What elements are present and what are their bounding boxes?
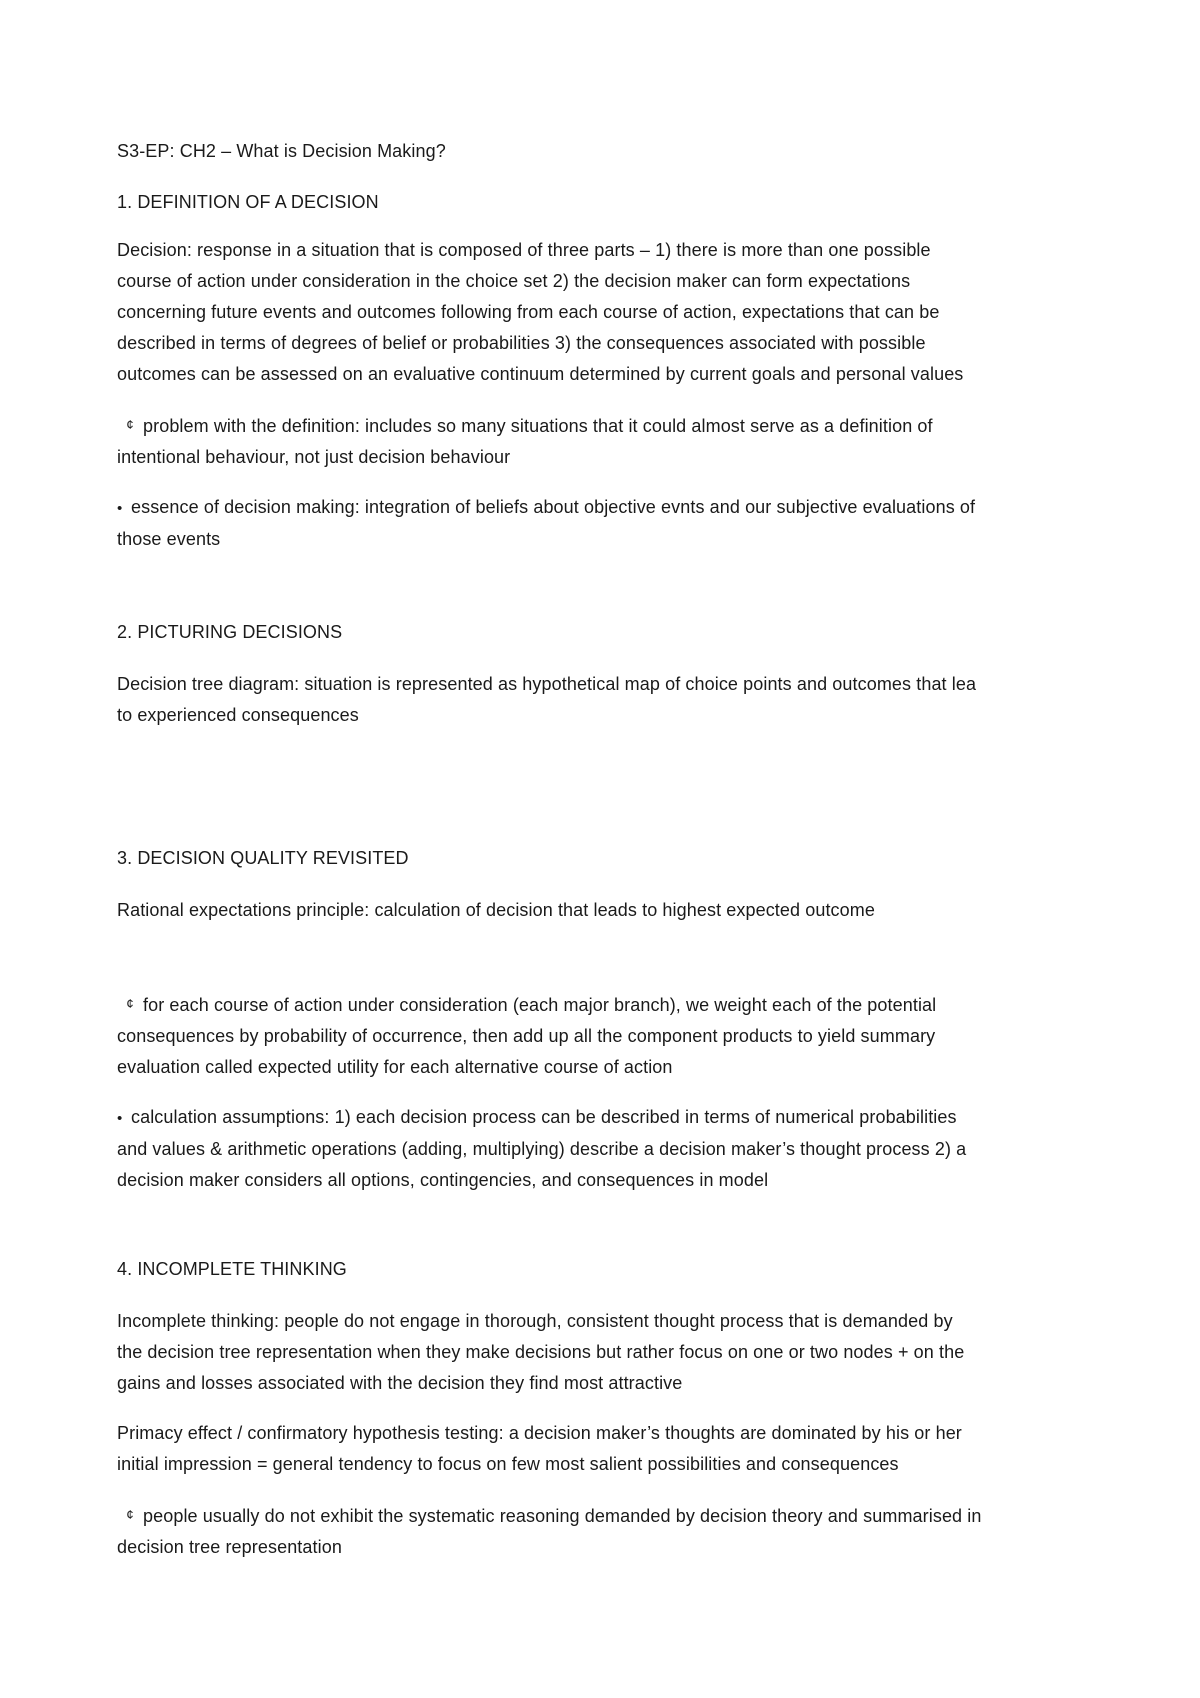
text-line: Decision tree diagram: situation is represented as hypothetical map of choice points and outcomes that lea: [117, 674, 977, 694]
bullet-line: [117, 409, 1097, 442]
text-line: course of action under consideration in the choice set 2) the decision maker can form expectations: [117, 271, 911, 291]
text-line: people usually do not exhibit the systematic reasoning demanded by decision theory and summarised in: [143, 1506, 982, 1526]
bullet-line: [117, 988, 1097, 1021]
document-content: [117, 120, 1097, 1582]
section-heading: 1. DEFINITION OF A DECISION: [117, 192, 379, 212]
text-line: Rational expectations principle: calculation of decision that leads to highest expected outcome: [117, 900, 875, 920]
bullet-item: [117, 1499, 1097, 1563]
bullet-line: [117, 1102, 1097, 1134]
bullet-item: [117, 492, 1097, 555]
text-line: decision maker considers all options, contingencies, and consequences in model: [117, 1170, 769, 1190]
text-line: Incomplete thinking: people do not engage in thorough, consistent thought process that is demanded by: [117, 1311, 953, 1331]
arrow-bullet-icon: ¢: [126, 996, 134, 1011]
text-line: those events: [117, 529, 221, 549]
paragraph-definition: [117, 235, 1097, 390]
paragraph-rational-expectations: [117, 895, 1097, 926]
dot-bullet-icon: •: [117, 1110, 123, 1127]
text-line: Primacy effect / confirmatory hypothesis testing: a decision maker’s thoughts are dominated by his or her: [117, 1423, 962, 1443]
section-heading: 2. PICTURING DECISIONS: [117, 622, 343, 642]
arrow-bullet-icon: ¢: [126, 417, 134, 432]
text-line: problem with the definition: includes so many situations that it could almost serve as a definition of: [143, 416, 933, 436]
text-line: calculation assumptions: 1) each decision process can be described in terms of numerical probabilities: [131, 1107, 957, 1127]
section-heading: 4. INCOMPLETE THINKING: [117, 1259, 347, 1279]
text-line: initial impression = general tendency to focus on few most salient possibilities and consequences: [117, 1454, 899, 1474]
text-line: described in terms of degrees of belief or probabilities 3) the consequences associated with possible: [117, 333, 926, 353]
text-line: consequences by probability of occurrence, then add up all the component products to yield summary: [117, 1026, 936, 1046]
section-incomplete-thinking: [117, 1254, 1097, 1563]
bullet-item: [117, 1102, 1097, 1196]
section-decision-quality: [117, 843, 1097, 1196]
dot-bullet-icon: •: [117, 500, 123, 517]
text-line: to experienced consequences: [117, 705, 359, 725]
bullet-line: [117, 1499, 1097, 1532]
document-title: S3-EP: CH2 – What is Decision Making?: [117, 141, 446, 161]
text-line: decision tree representation: [117, 1537, 342, 1557]
section-definition: [117, 187, 1097, 555]
paragraph-primacy-effect: [117, 1418, 1097, 1480]
section-picturing: [117, 617, 1097, 731]
text-line: for each course of action under consideration (each major branch), we weight each of the potential: [143, 995, 937, 1015]
text-line: essence of decision making: integration of beliefs about objective evnts and our subjective evaluations of: [131, 497, 976, 517]
text-line: outcomes can be assessed on an evaluative continuum determined by current goals and personal values: [117, 364, 964, 384]
text-line: evaluation called expected utility for each alternative course of action: [117, 1057, 673, 1077]
text-line: the decision tree representation when they make decisions but rather focus on one or two nodes + on the: [117, 1342, 965, 1362]
text-line: concerning future events and outcomes following from each course of action, expectations that can be: [117, 302, 940, 322]
arrow-bullet-icon: ¢: [126, 1507, 134, 1522]
paragraph-incomplete-thinking: [117, 1306, 1097, 1399]
bullet-item: [117, 409, 1097, 473]
bullet-line: [117, 492, 1097, 524]
text-line: gains and losses associated with the decision they find most attractive: [117, 1373, 683, 1393]
text-line: intentional behaviour, not just decision behaviour: [117, 447, 511, 467]
paragraph-decision-tree: [117, 669, 1097, 731]
bullet-item: [117, 988, 1097, 1083]
section-heading: 3. DECISION QUALITY REVISITED: [117, 848, 409, 868]
text-line: and values & arithmetic operations (adding, multiplying) describe a decision maker’s thought process 2) a: [117, 1139, 967, 1159]
text-line: Decision: response in a situation that is composed of three parts – 1) there is more than one possible: [117, 240, 931, 260]
